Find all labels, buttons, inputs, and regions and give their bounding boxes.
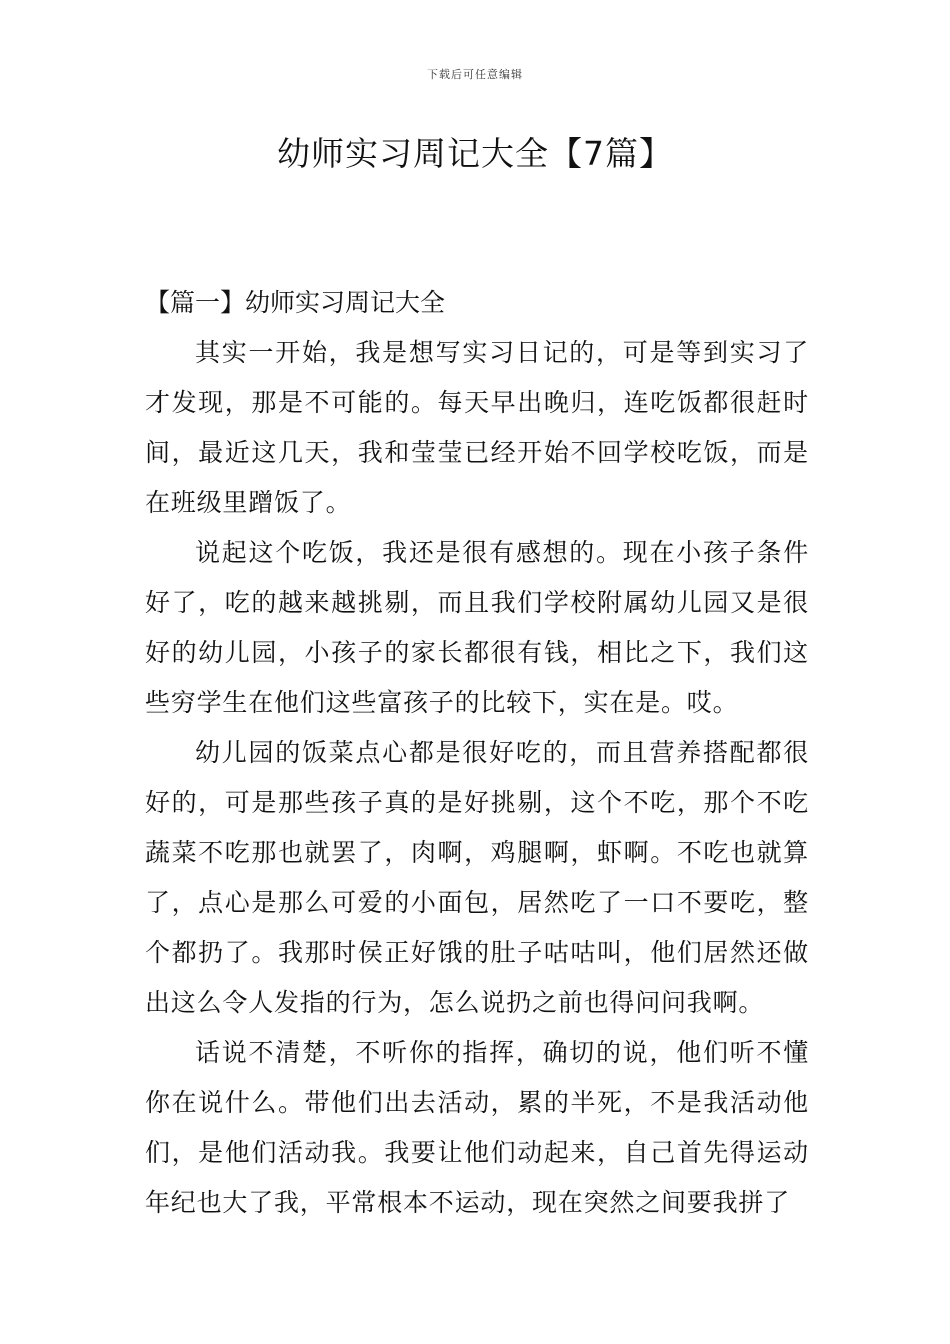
document-title: 幼师实习周记大全【7篇】 — [277, 134, 673, 173]
header-note: 下载后可任意编辑 — [427, 68, 523, 81]
paragraph: 其实一开始，我是想写实习日记的，可是等到实习了才发现，那是不可能的。每天早出晚归，连吃饭都很赶时间，最近这几天，我和莹莹已经开始不回学校吃饭，而是在班级里蹭饭了。 — [145, 338, 809, 517]
section-heading: 【篇一】幼师实习周记大全 — [145, 288, 446, 317]
document-body — [145, 278, 809, 1228]
paragraph: 话说不清楚，不听你的指挥，确切的说，他们听不懂你在说什么。带他们出去活动，累的半死，不是我活动他们，是他们活动我。我要让他们动起来，自己首先得运动年纪也大了我，平常根本不运动，现在突然之间要我拼了 — [145, 1038, 809, 1217]
paragraph: 说起这个吃饭，我还是很有感想的。现在小孩子条件好了，吃的越来越挑剔，而且我们学校附属幼儿园又是很好的幼儿园，小孩子的家长都很有钱，相比之下，我们这些穷学生在他们这些富孩子的比较下，实在是。哎。 — [145, 538, 809, 717]
paragraph: 幼儿园的饭菜点心都是很好吃的，而且营养搭配都很好的，可是那些孩子真的是好挑剔，这个不吃，那个不吃蔬菜不吃那也就罢了，肉啊，鸡腿啊，虾啊。不吃也就算了，点心是那么可爱的小面包，居然吃了一口不要吃，整个都扔了。我那时侯正好饿的肚子咕咕叫，他们居然还做出这么令人发指的行为，怎么说扔之前也得问问我啊。 — [145, 738, 809, 1017]
